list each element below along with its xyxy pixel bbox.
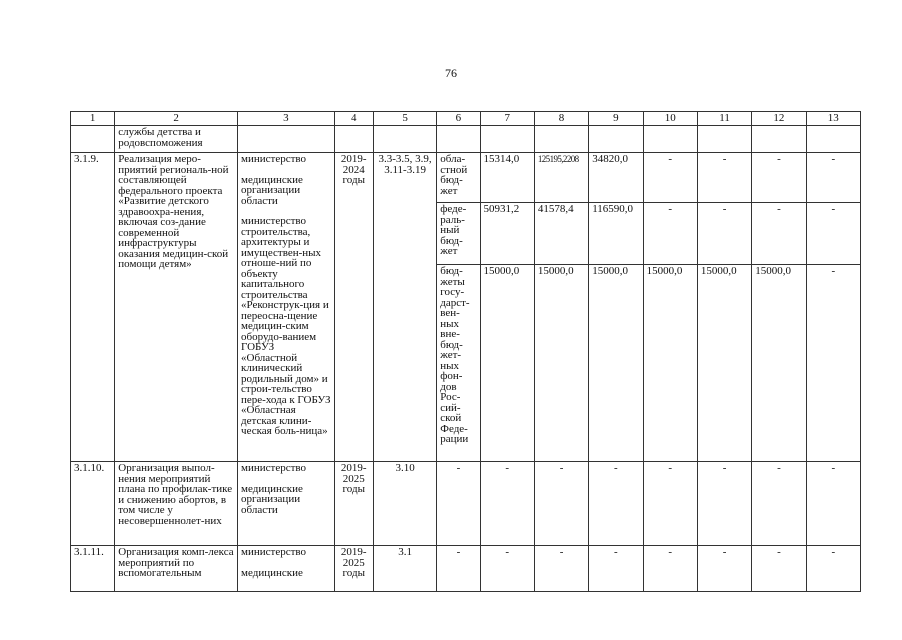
table-row bbox=[71, 126, 861, 153]
value-cell: - bbox=[697, 546, 751, 592]
activity-name: службы детства и родовспоможения bbox=[115, 126, 238, 153]
value-cell: - bbox=[643, 546, 697, 592]
program-activities-table bbox=[70, 111, 861, 592]
executor: медицинские организации области bbox=[241, 173, 303, 207]
value-cell: 15000,0 bbox=[534, 265, 588, 462]
row-number: 3.1.10. bbox=[71, 462, 115, 546]
executors bbox=[238, 153, 335, 462]
value-cell: - bbox=[534, 546, 588, 592]
value-cell: - bbox=[643, 203, 697, 265]
value-cell: 15000,0 bbox=[697, 265, 751, 462]
value-cell: - bbox=[589, 462, 643, 546]
years: 2019-2025 годы bbox=[334, 546, 373, 592]
column-number: 3 bbox=[238, 112, 335, 126]
value-cell: 15000,0 bbox=[752, 265, 806, 462]
value-cell: 125195,2208 bbox=[534, 153, 588, 203]
value-cell: - bbox=[697, 153, 751, 203]
value-cell: 50931,2 bbox=[480, 203, 534, 265]
funding-source: - bbox=[437, 462, 480, 546]
value-cell: 15314,0 bbox=[480, 153, 534, 203]
row-number: 3.1.11. bbox=[71, 546, 115, 592]
table-row bbox=[71, 153, 861, 203]
funding-source: обла-стной бюд-жет bbox=[437, 153, 480, 203]
executor: министерство bbox=[241, 462, 307, 474]
column-number: 7 bbox=[480, 112, 534, 126]
page-number: 76 bbox=[445, 66, 457, 80]
table-row bbox=[71, 546, 861, 592]
value-cell: - bbox=[643, 153, 697, 203]
value-cell: - bbox=[697, 203, 751, 265]
value-cell: 15000,0 bbox=[643, 265, 697, 462]
value-cell: - bbox=[480, 462, 534, 546]
table-row bbox=[71, 462, 861, 546]
value-cell: - bbox=[806, 203, 860, 265]
value-cell: 116590,0 bbox=[589, 203, 643, 265]
value-cell: 41578,4 bbox=[534, 203, 588, 265]
value-cell: - bbox=[589, 546, 643, 592]
value-cell: - bbox=[697, 462, 751, 546]
value-cell: - bbox=[806, 265, 860, 462]
value-cell: - bbox=[643, 462, 697, 546]
value-cell: - bbox=[806, 462, 860, 546]
executor: министерство bbox=[241, 153, 307, 165]
executors bbox=[238, 462, 335, 546]
executor: министерство bbox=[241, 546, 307, 558]
value-cell: - bbox=[752, 546, 806, 592]
activity-name: Организация выпол-нения мероприятий плана по профилак-тике и снижению абортов, в том числе у несовершеннолет-них bbox=[115, 462, 238, 546]
indicators: 3.1 bbox=[373, 546, 436, 592]
column-number: 9 bbox=[589, 112, 643, 126]
funding-source: бюд-жеты госу-дарст-вен-ных вне-бюд-жет-ных фон-дов Рос-сий-ской Феде-рации bbox=[437, 265, 480, 462]
executor: медицинские организации области bbox=[241, 482, 303, 516]
value-cell: - bbox=[806, 546, 860, 592]
column-number: 11 bbox=[697, 112, 751, 126]
column-number: 4 bbox=[334, 112, 373, 126]
executors bbox=[238, 546, 335, 592]
column-number: 12 bbox=[752, 112, 806, 126]
funding-source: феде-раль-ный бюд-жет bbox=[437, 203, 480, 265]
value-cell: - bbox=[752, 462, 806, 546]
activity-name: Реализация меро-приятий региональ-ной составляющей федерального проекта «Развитие детского здравоохра-нения, включая соз-дание современной инфраструктуры оказания медицин-ской помощи детям» bbox=[115, 153, 238, 462]
value-cell: - bbox=[806, 153, 860, 203]
executor: медицинские bbox=[241, 566, 303, 579]
column-number: 1 bbox=[71, 112, 115, 126]
value-cell: - bbox=[480, 546, 534, 592]
column-number: 10 bbox=[643, 112, 697, 126]
column-number: 6 bbox=[437, 112, 480, 126]
value-cell: - bbox=[752, 153, 806, 203]
indicators: 3.10 bbox=[373, 462, 436, 546]
value-cell: 15000,0 bbox=[480, 265, 534, 462]
value-cell: - bbox=[752, 203, 806, 265]
column-number: 13 bbox=[806, 112, 860, 126]
activity-name: Организация комп-лекса мероприятий по вспомогательным bbox=[115, 546, 238, 592]
years: 2019-2025 годы bbox=[334, 462, 373, 546]
funding-source: - bbox=[437, 546, 480, 592]
row-number: 3.1.9. bbox=[71, 153, 115, 462]
column-number: 8 bbox=[534, 112, 588, 126]
indicators: 3.3-3.5, 3.9, 3.11-3.19 bbox=[373, 153, 436, 462]
executor: министерство строительства, архитектуры и имуществен-ных отноше-ний по объекту капитального строительства «Реконструк-ция и переосна-щение медицин-ским оборудо-ванием ГОБУЗ «Областной клинический родильный дом» и строи-тельство пере-хода к ГОБУЗ «Областная детская клини-ческая боль-ница» bbox=[241, 215, 331, 437]
column-number: 5 bbox=[373, 112, 436, 126]
years: 2019-2024 годы bbox=[334, 153, 373, 462]
value-cell: - bbox=[534, 462, 588, 546]
value-cell: 15000,0 bbox=[589, 265, 643, 462]
column-number-header bbox=[71, 112, 861, 126]
column-number: 2 bbox=[115, 112, 238, 126]
value-cell: 34820,0 bbox=[589, 153, 643, 203]
